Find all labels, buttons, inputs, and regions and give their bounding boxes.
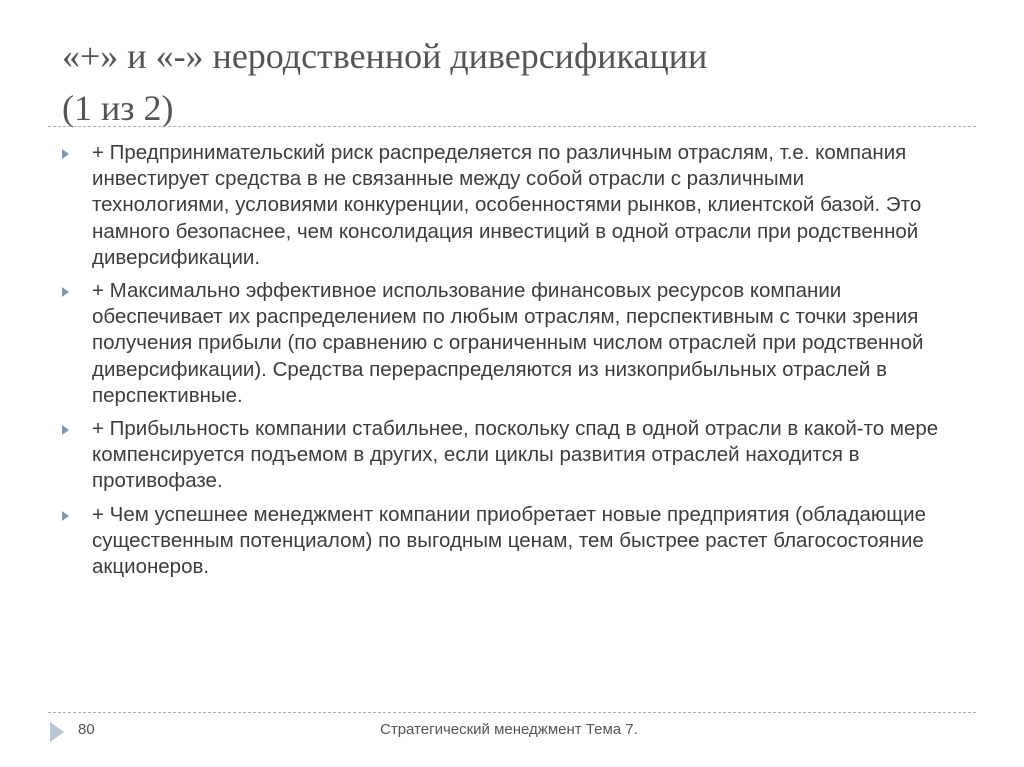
top-divider (48, 126, 976, 127)
triangle-bullet-icon (62, 149, 69, 159)
triangle-bullet-icon (62, 511, 69, 521)
bullet-text: + Прибыльность компании стабильнее, поскольку спад в одной отрасли в какой-то мере компенсируется подъемом в других, если циклы развития отраслей находится в противофазе. (92, 417, 939, 493)
slide-title-line-1: «+» и «-» неродственной диверсификации (62, 36, 708, 76)
bullet-list (62, 140, 942, 587)
bullet-item (62, 502, 942, 581)
bottom-divider (48, 712, 976, 713)
bullet-item (62, 278, 942, 409)
slide-title (62, 30, 962, 134)
triangle-bullet-icon (62, 287, 69, 297)
bullet-item (62, 140, 942, 271)
triangle-footer-icon (50, 722, 64, 742)
slide-title-line-2: (1 из 2) (62, 88, 174, 128)
page-number: 80 (78, 721, 95, 738)
bullet-text: + Максимально эффективное использование финансовых ресурсов компании обеспечивает их распределением по любым отраслям, перспективным с точки зрения получения прибыли (по сравнению с ограниченным числом отраслей при родственной диверсификации). Средства перераспределяются из низкоприбыльных отраслей в перспективные. (92, 279, 924, 407)
triangle-bullet-icon (62, 425, 69, 435)
bullet-text: + Предпринимательский риск распределяется по различным отраслям, т.е. компания инвестирует средства в не связанные между собой отрасли с различными технологиями, условиями конкуренции, особенностями рынков, клиентской базой. Это намного безопаснее, чем консолидация инвестиций в одной отрасли при родственной диверсификации. (92, 141, 922, 269)
footer-text: Стратегический менеджмент Тема 7. (380, 721, 638, 738)
bullet-item (62, 416, 942, 495)
bullet-text: + Чем успешнее менеджмент компании приобретает новые предприятия (обладающие существенным потенциалом) по выгодным ценам, тем быстрее растет благосостояние акционеров. (92, 502, 927, 579)
